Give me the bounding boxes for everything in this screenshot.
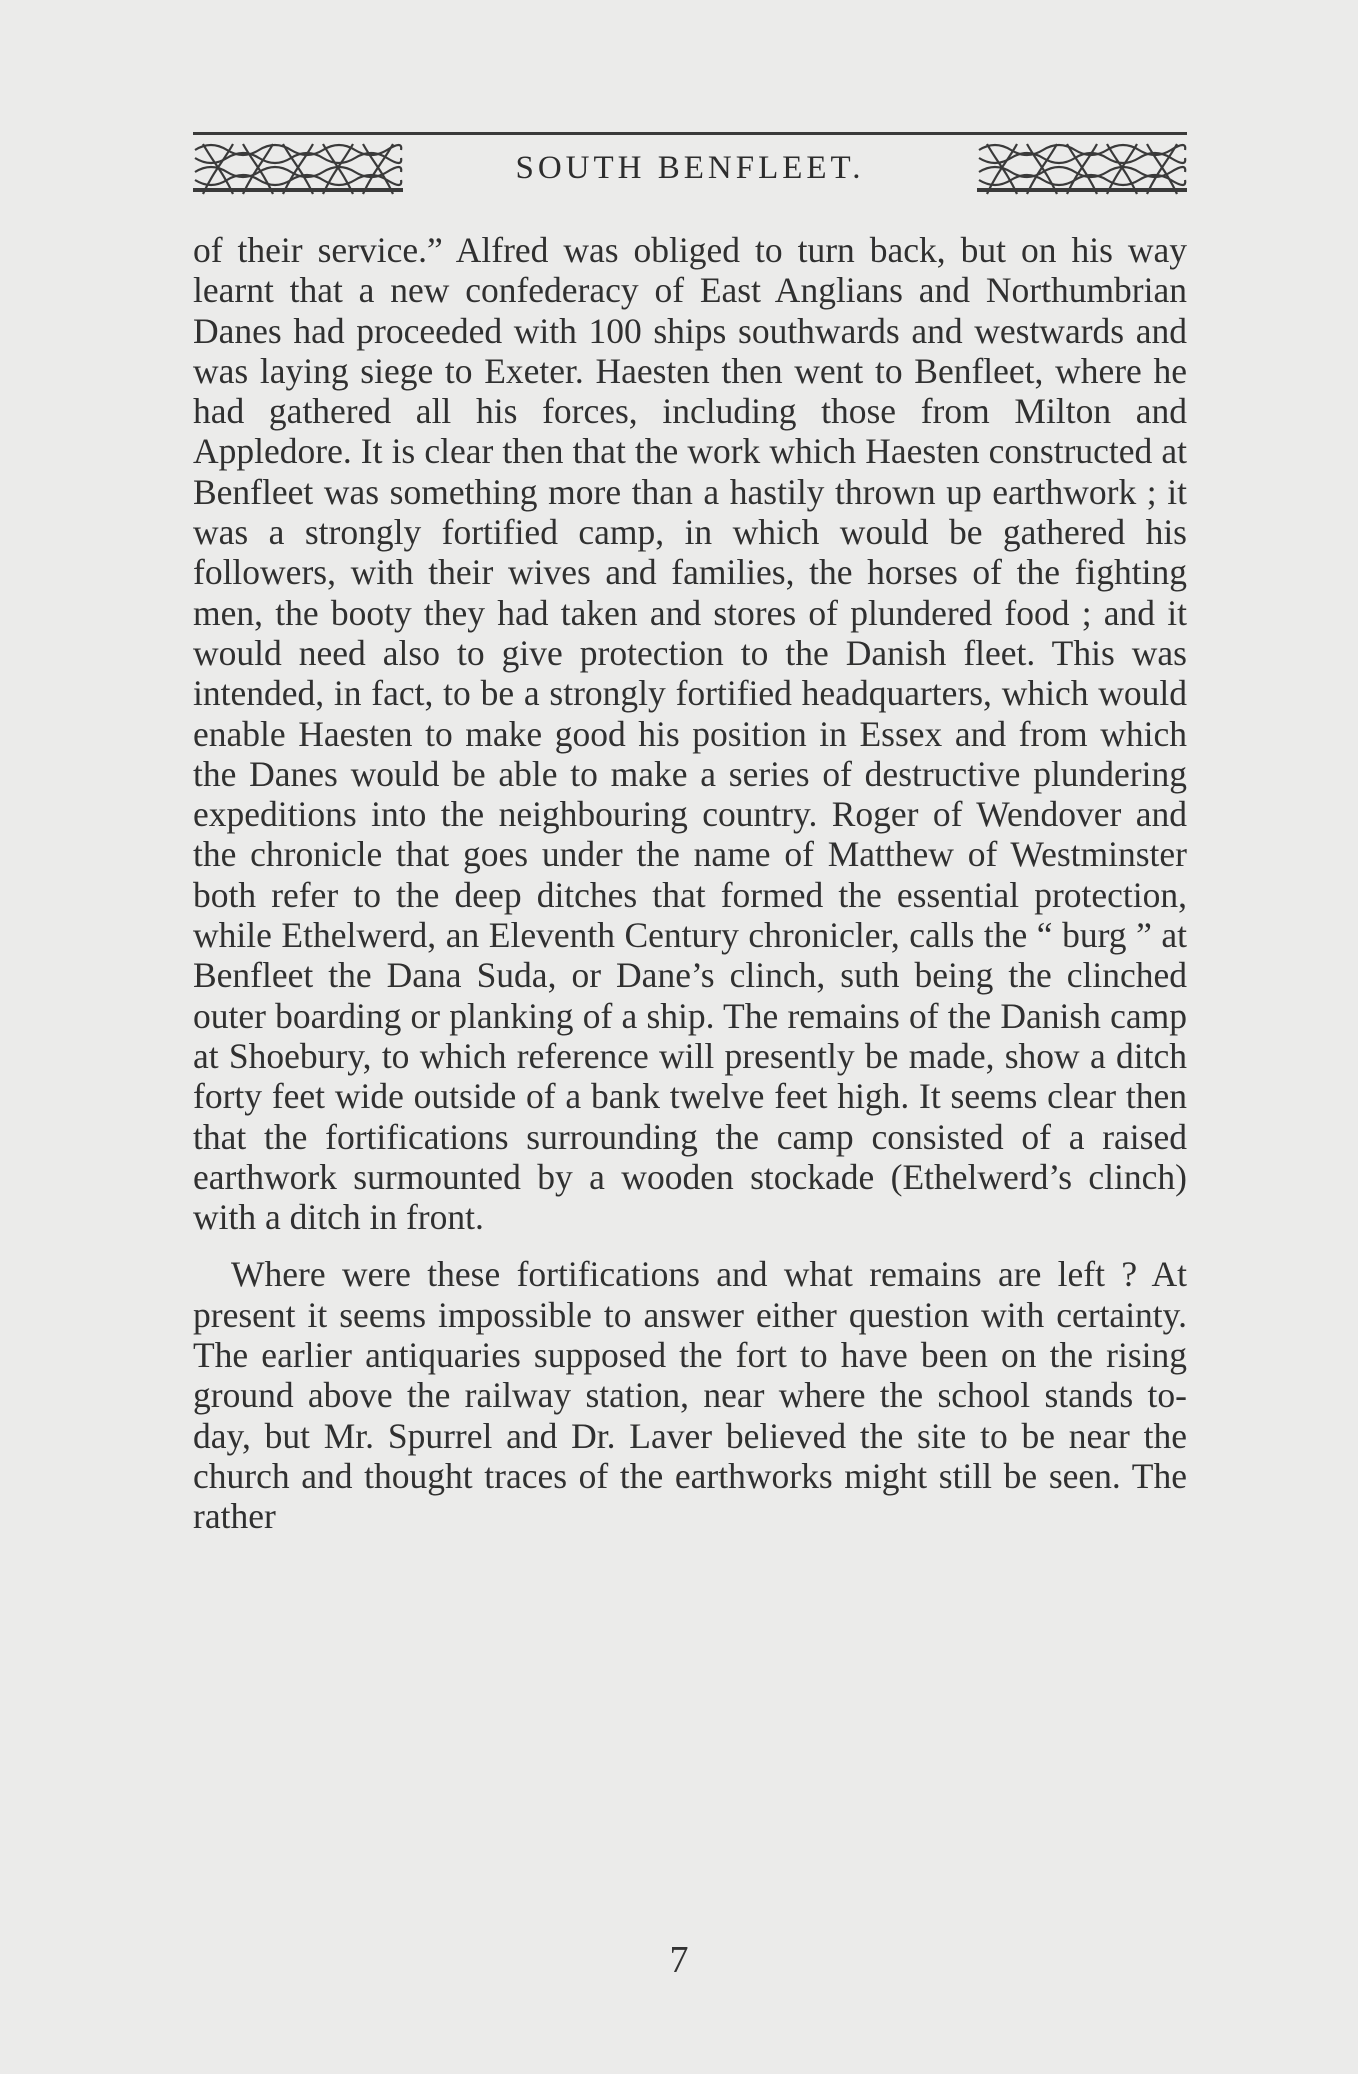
header-rule [193, 132, 1187, 135]
page-header [193, 132, 1187, 204]
page-number: 7 [669, 1939, 689, 1981]
paragraph: of their service.” Alfred was obliged to turn back, but on his way learnt that a new confederacy of East Anglians and Northumbrian Danes had proceeded with 100 ships southwards and westwards and was laying siege to Exeter. Haesten then went to Benfleet, where he had gathered all his forces, including those from Milton and Appledore. It is clear then that the work which Haesten constructed at Benfleet was something more than a hastily thrown up earthwork ; it was a strongly fortified camp, in which would be gathered his followers, with their wives and families, the horses of the fighting men, the booty they had taken and stores of plundered food ; and it would need also to give protection to the Danish fleet. This was intended, in fact, to be a strongly fortified headquarters, which would enable Haesten to make good his position in Essex and from which the Danes would be able to make a series of destructive plundering expeditions into the neighbouring country. Roger of Wendover and the chronicle that goes under the name of Matthew of Westminster both refer to the deep ditches that formed the essential protection, while Ethelwerd, an Eleventh Century chronicler, calls the “ burg ” at Benfleet the Dana Suda, or Dane’s clinch, suth being the clinched outer boarding or planking of a ship. The remains of the Danish camp at Shoebury, to which reference will presently be made, show a ditch forty feet wide outside of a bank twelve feet high. It seems clear then that the fortifications surrounding the camp consisted of a raised earthwork surmounted by a wooden stockade (Ethelwerd’s clinch) with a ditch in front. [193, 230, 1187, 1238]
paragraph: Where were these fortifications and what remains are left ? At present it seems impossible to answer either question with certainty. The earlier antiquaries supposed the fort to have been on the rising ground above the railway station, near where the school stands to-day, but Mr. Spurrel and Dr. Laver believed the site to be near the church and thought traces of the earthworks might still be seen. The rather [193, 1254, 1187, 1537]
decorative-knotwork-icon [193, 142, 403, 196]
body-text [193, 230, 1187, 1537]
decorative-knotwork-icon [977, 142, 1187, 196]
running-head: SOUTH BENFLEET. [515, 150, 865, 186]
